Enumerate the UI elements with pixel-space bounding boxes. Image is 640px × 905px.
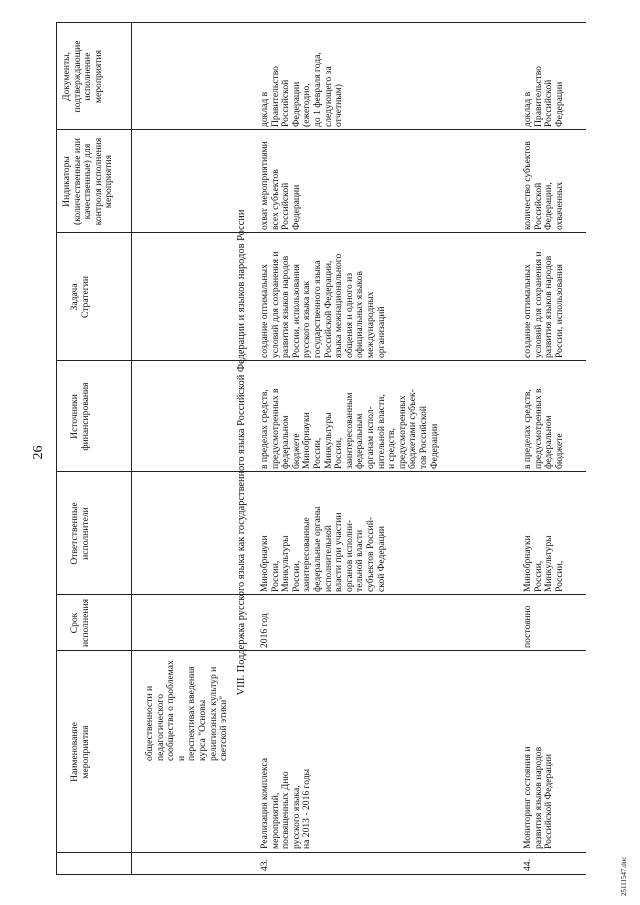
row-44-responsible: Минобрнауки России, Минкультуры России,	[522, 535, 565, 592]
file-id-footer: 25111547.doc	[620, 856, 628, 896]
row-43-number: 43.	[259, 859, 270, 871]
header-funding: Источники финансирования	[69, 382, 91, 451]
row-44-task: создание оптимальных условий для сохранения и развития языков народов России, использования	[522, 251, 565, 358]
header-responsible: Ответственные исполнители	[69, 502, 91, 565]
row-44-indicators: количество субъектов Российской Федерации, охваченных	[522, 141, 565, 230]
row-43-term: 2016 год	[259, 613, 270, 648]
table-right-border	[56, 22, 586, 23]
row-43-indicators: охват мероприятиями всех субъектов Российской Федерации	[259, 141, 302, 230]
col-divider-5	[56, 360, 586, 361]
section-title: VIII. Поддержка русского языка как государственного языка Российской Федерации и языков народов России	[236, 209, 247, 696]
col-divider-3	[56, 594, 586, 595]
col-divider-1	[56, 852, 586, 853]
row-44-funding: в пределах средств, предусмотренных в федеральном бюджете	[522, 388, 565, 469]
row-43-name: Реализация комплекса мероприятий, посвященных Дню русского языка, на 2013 - 2016 годы	[259, 757, 313, 849]
header-bottom-border	[131, 23, 132, 875]
row-43-funding: в пределах средств, предусмотренных в федеральном бюджете Минобрнауки России, Минкультуры России, заинтересованным федеральным органам испол- нительной власти, и средств, предусмотренных бюджетами субъек- тов Российской Федерации	[259, 388, 440, 469]
header-task: Задача Стратегии	[69, 275, 91, 319]
row-44-name: Мониторинг состояния и развития языков народов Российской Федерации	[522, 746, 555, 849]
header-indicators: Индикаторы (количественные или качественные) для контроля исполнения мероприятия	[61, 137, 115, 226]
col-divider-4	[56, 471, 586, 472]
col-divider-2	[56, 650, 586, 651]
row-43-task: создание оптимальных условий для сохранения и развития языков народов России, использования русского языка как государственного языка Российской Федерации, языка межнационального общения и одного из официальных языков международных организаций	[259, 251, 387, 358]
page-number: 26	[31, 445, 46, 460]
continuation-text: общественности и педагогического сообщества о проблемах и перспективах введения курса "Основы религиозных культур и светской этики"	[144, 660, 230, 761]
header-term: Срок исполнения	[69, 598, 91, 648]
col-divider-7	[56, 129, 586, 130]
row-44-documents: доклад в Правительство Российской Федерации	[522, 66, 565, 127]
col-divider-6	[56, 232, 586, 233]
row-44-number: 44.	[522, 859, 533, 871]
row-44-term: постоянно	[522, 605, 533, 648]
header-documents: Документы, подтверждающие исполнение мероприятия	[61, 40, 104, 113]
row-43-responsible: Минобрнауки России, Минкультуры России, заинтересованные федеральные органы исполнительной власти при участии органов исполни- тельной власти субъектов Россий- ской Федерации	[259, 506, 387, 592]
row-43-documents: доклад в Правительство Российской Федерации (ежегодно, до 1 февраля года, следующего за отчетным)	[259, 52, 345, 127]
header-name: Наименование мероприятия	[69, 722, 91, 782]
table-top-border	[56, 23, 57, 875]
table-left-border	[56, 874, 586, 875]
